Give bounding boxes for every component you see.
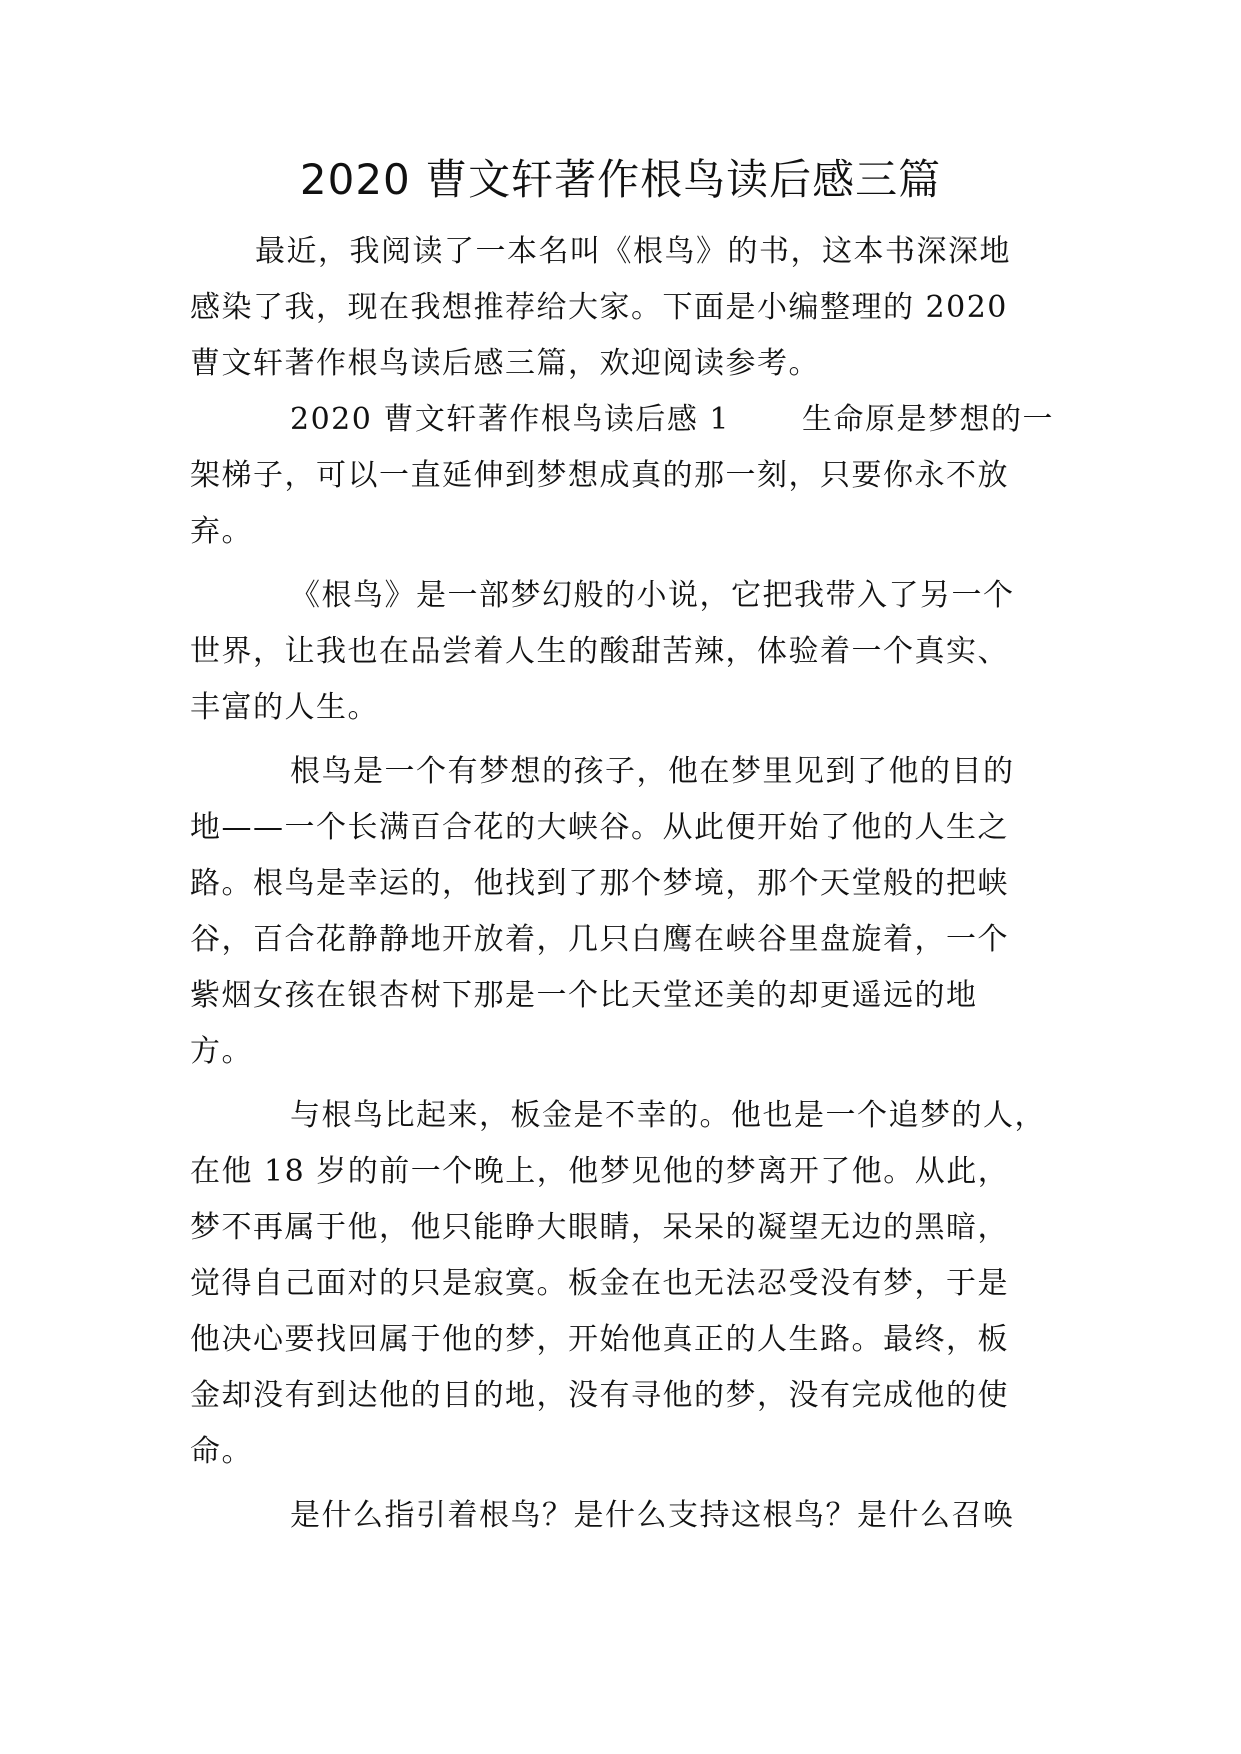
paragraph-line: 最近，我阅读了一本名叫《根鸟》的书，这本书深深地	[255, 234, 1011, 269]
paragraph-line: 《根鸟》是一部梦幻般的小说，它把我带入了另一个	[290, 578, 1015, 613]
paragraph-line: 命。	[190, 1434, 253, 1469]
paragraph-text: 生命原是梦想的一	[802, 402, 1055, 437]
section-heading: 2020 曹文轩著作根鸟读后感 1	[290, 402, 731, 437]
paragraph-line: 觉得自己面对的只是寂寞。板金在也无法忍受没有梦，于是	[190, 1266, 1009, 1301]
paragraph-line: 路。根鸟是幸运的，他找到了那个梦境，那个天堂般的把峡	[190, 866, 1009, 901]
paragraph-line: 世界，让我也在品尝着人生的酸甜苦辣，体验着一个真实、	[190, 634, 1009, 669]
section-heading-line	[290, 400, 1054, 440]
paragraph-line: 地——一个长满百合花的大峡谷。从此便开始了他的人生之	[190, 810, 1009, 845]
paragraph-line: 感染了我，现在我想推荐给大家。下面是小编整理的 2020	[190, 290, 1008, 325]
paragraph-line: 方。	[190, 1034, 253, 1069]
paragraph-line: 丰富的人生。	[190, 690, 379, 725]
paragraph-line: 与根鸟比起来，板金是不幸的。他也是一个追梦的人，	[290, 1098, 1046, 1133]
paragraph-line: 紫烟女孩在银杏树下那是一个比天堂还美的却更遥远的地	[190, 978, 978, 1013]
paragraph-line: 曹文轩著作根鸟读后感三篇，欢迎阅读参考。	[190, 346, 820, 381]
paragraph-line: 梦不再属于他，他只能睁大眼睛，呆呆的凝望无边的黑暗，	[190, 1210, 1009, 1245]
paragraph-line: 他决心要找回属于他的梦，开始他真正的人生路。最终，板	[190, 1322, 1009, 1357]
paragraph-line: 谷，百合花静静地开放着，几只白鹰在峡谷里盘旋着，一个	[190, 922, 1009, 957]
paragraph-line: 金却没有到达他的目的地，没有寻他的梦，没有完成他的使	[190, 1378, 1009, 1413]
paragraph-line: 在他 18 岁的前一个晚上，他梦见他的梦离开了他。从此，	[190, 1154, 1010, 1189]
document-title: 2020 曹文轩著作根鸟读后感三篇	[299, 155, 942, 204]
paragraph-line: 架梯子，可以一直延伸到梦想成真的那一刻，只要你永不放	[190, 458, 1009, 493]
paragraph-line: 弃。	[190, 514, 253, 549]
paragraph-line: 根鸟是一个有梦想的孩子，他在梦里见到了他的目的	[290, 754, 1015, 789]
paragraph-line: 是什么指引着根鸟？是什么支持这根鸟？是什么召唤	[290, 1498, 1015, 1533]
